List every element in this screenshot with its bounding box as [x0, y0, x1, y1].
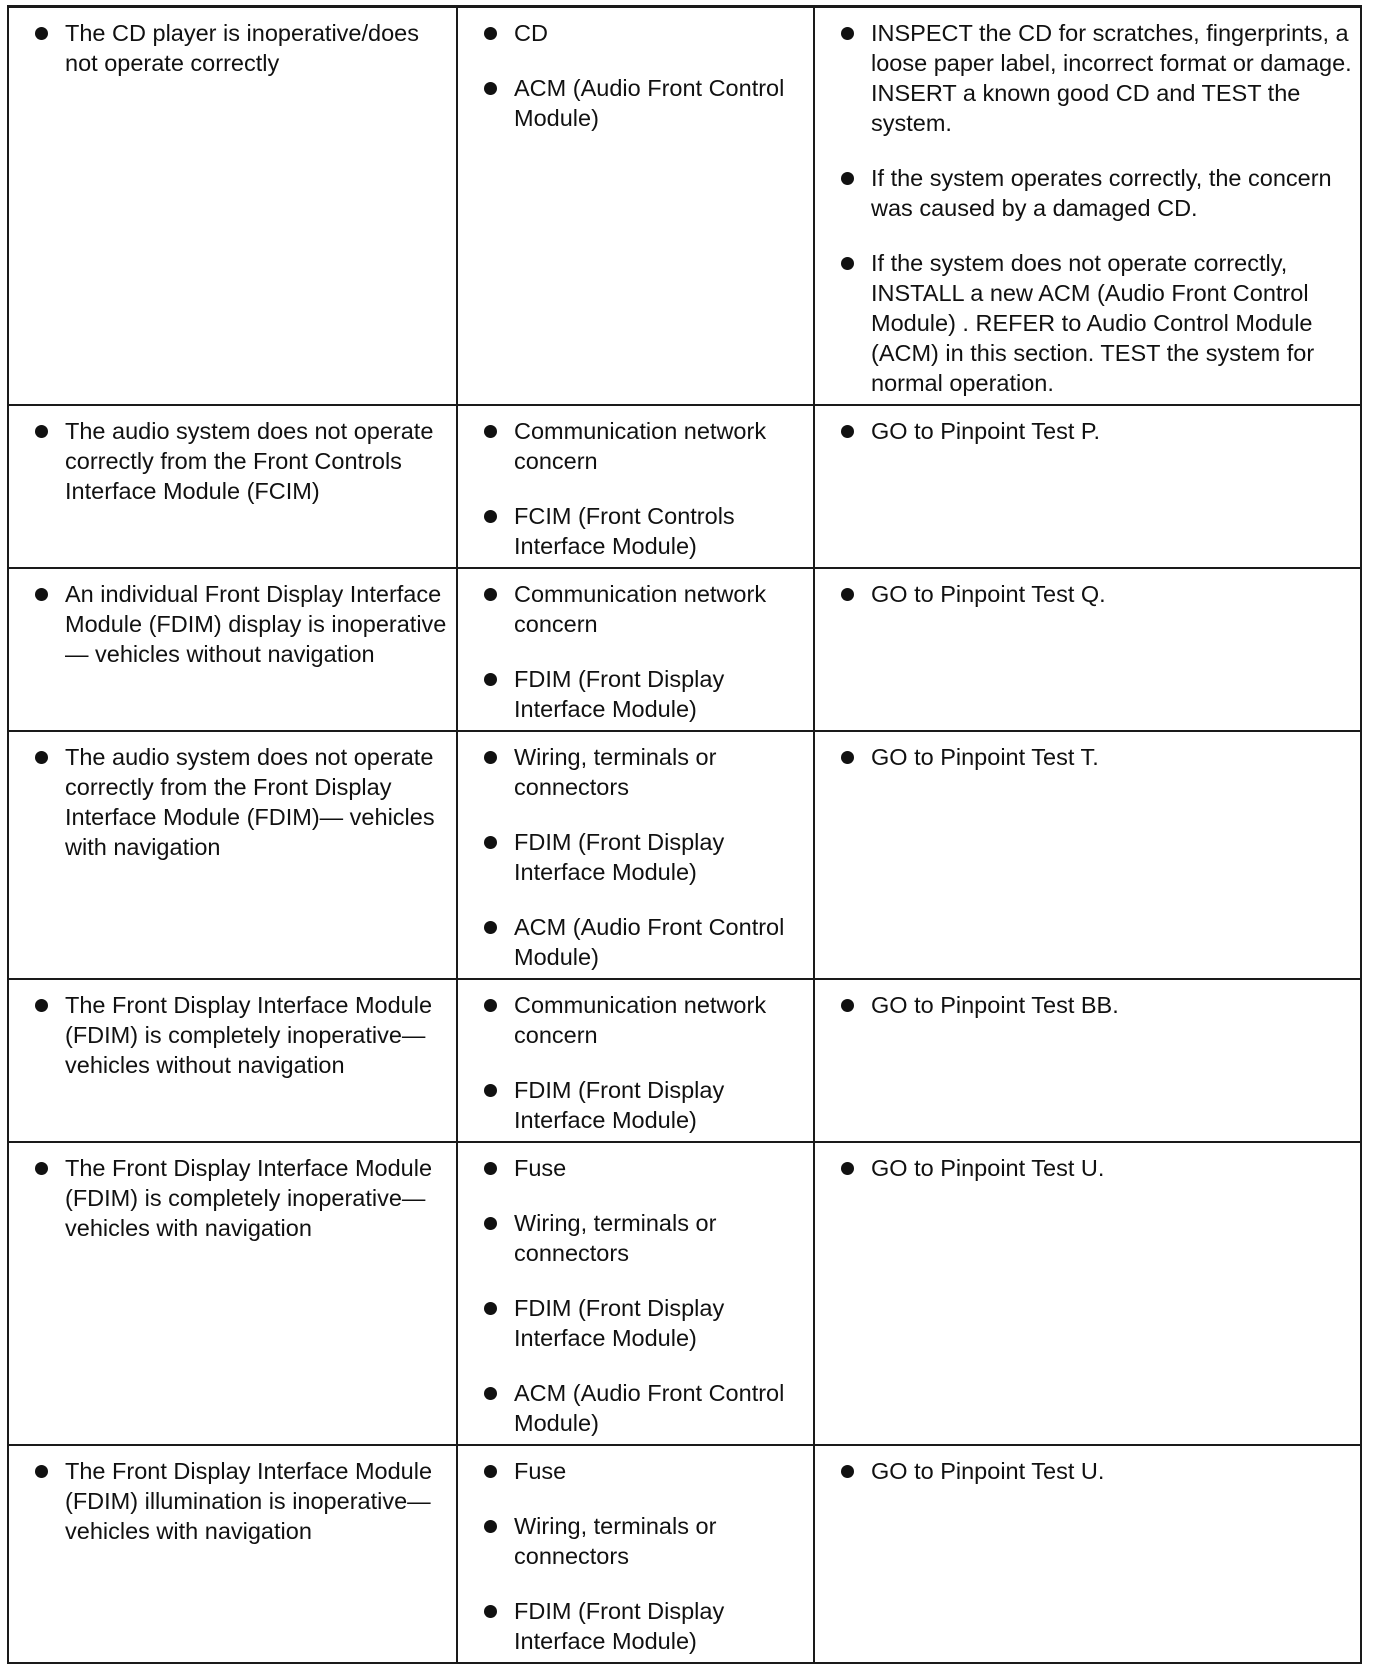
list-item: [466, 1456, 805, 1486]
possible-source-cell: [457, 979, 814, 1142]
list-item: [466, 1075, 805, 1135]
bullet-icon: [484, 673, 497, 686]
table-row: [8, 405, 1361, 568]
bullet-icon: [484, 27, 497, 40]
bullet-list: [466, 1153, 805, 1438]
condition-text: An individual Front Display Interface Module (FDIM) display is inoperative— vehicles without navigation: [65, 581, 447, 667]
list-item: [466, 1208, 805, 1268]
condition-text: The Front Display Interface Module (FDIM) illumination is inoperative— vehicles with navigation: [65, 1458, 433, 1544]
list-item: [466, 827, 805, 887]
action-item: If the system does not operate correctly, INSTALL a new ACM (Audio Front Control Module) . REFER to Audio Control Module (ACM) in this section. TEST the system for normal operation.: [871, 250, 1315, 396]
bullet-list: [466, 416, 805, 561]
bullet-list: [17, 416, 448, 506]
bullet-list: [17, 579, 448, 669]
table-row: [8, 568, 1361, 731]
list-item: [466, 1511, 805, 1571]
list-item: [823, 163, 1352, 223]
table-row: [8, 1142, 1361, 1445]
bullet-list: [466, 742, 805, 972]
bullet-icon: [841, 425, 854, 438]
table-row: [8, 731, 1361, 979]
possible-source-item: Wiring, terminals or connectors: [514, 744, 717, 800]
list-item: [466, 501, 805, 561]
condition-text: The CD player is inoperative/does not operate correctly: [65, 20, 419, 76]
list-item: [823, 416, 1352, 446]
possible-source-item: FCIM (Front Controls Interface Module): [514, 503, 735, 559]
action-item: If the system operates correctly, the concern was caused by a damaged CD.: [871, 165, 1332, 221]
bullet-icon: [841, 999, 854, 1012]
possible-source-item: ACM (Audio Front Control Module): [514, 914, 785, 970]
list-item: [823, 248, 1352, 398]
list-item: [17, 416, 448, 506]
condition-cell: [8, 1142, 457, 1445]
bullet-icon: [484, 836, 497, 849]
list-item: [823, 579, 1352, 609]
bullet-icon: [841, 1162, 854, 1175]
list-item: [466, 416, 805, 476]
bullet-list: [17, 1153, 448, 1243]
bullet-icon: [484, 510, 497, 523]
possible-source-item: ACM (Audio Front Control Module): [514, 1380, 785, 1436]
bullet-icon: [484, 1302, 497, 1315]
list-item: [17, 579, 448, 669]
action-item: INSPECT the CD for scratches, fingerprints, a loose paper label, incorrect format or damage. INSERT a known good CD and TEST the system.: [871, 20, 1352, 136]
list-item: [17, 1153, 448, 1243]
possible-source-item: Communication network concern: [514, 581, 767, 637]
bullet-list: [823, 416, 1352, 446]
possible-source-item: CD: [514, 20, 548, 46]
condition-cell: [8, 979, 457, 1142]
bullet-icon: [841, 27, 854, 40]
possible-source-cell: [457, 568, 814, 731]
condition-cell: [8, 7, 457, 406]
condition-text: The audio system does not operate correctly from the Front Controls Interface Module (FCIM): [65, 418, 434, 504]
possible-source-item: Wiring, terminals or connectors: [514, 1513, 717, 1569]
possible-source-item: Communication network concern: [514, 992, 767, 1048]
bullet-icon: [35, 27, 48, 40]
bullet-list: [823, 18, 1352, 398]
table-row: [8, 1445, 1361, 1663]
bullet-icon: [35, 425, 48, 438]
list-item: [823, 1153, 1352, 1183]
bullet-icon: [35, 1162, 48, 1175]
possible-source-cell: [457, 731, 814, 979]
bullet-list: [823, 1456, 1352, 1486]
bullet-list: [823, 742, 1352, 772]
possible-source-cell: [457, 1142, 814, 1445]
possible-source-cell: [457, 1445, 814, 1663]
list-item: [823, 742, 1352, 772]
action-cell: [814, 405, 1361, 568]
bullet-icon: [484, 1605, 497, 1618]
list-item: [17, 742, 448, 862]
list-item: [466, 579, 805, 639]
bullet-icon: [35, 751, 48, 764]
bullet-icon: [841, 1465, 854, 1478]
bullet-list: [466, 990, 805, 1135]
action-item: GO to Pinpoint Test U.: [871, 1458, 1105, 1484]
list-item: [466, 1378, 805, 1438]
bullet-icon: [484, 588, 497, 601]
bullet-icon: [841, 257, 854, 270]
list-item: [823, 1456, 1352, 1486]
bullet-icon: [484, 425, 497, 438]
bullet-icon: [841, 172, 854, 185]
list-item: [466, 742, 805, 802]
possible-source-cell: [457, 7, 814, 406]
bullet-icon: [35, 1465, 48, 1478]
bullet-icon: [484, 1084, 497, 1097]
bullet-icon: [484, 1162, 497, 1175]
possible-source-item: FDIM (Front Display Interface Module): [514, 1598, 725, 1654]
action-item: GO to Pinpoint Test BB.: [871, 992, 1119, 1018]
bullet-icon: [484, 751, 497, 764]
list-item: [823, 990, 1352, 1020]
bullet-icon: [484, 82, 497, 95]
action-item: GO to Pinpoint Test T.: [871, 744, 1099, 770]
list-item: [466, 912, 805, 972]
action-item: GO to Pinpoint Test P.: [871, 418, 1101, 444]
condition-text: The audio system does not operate correctly from the Front Display Interface Module (FDIM)— vehicles with navigation: [65, 744, 435, 860]
table-row: [8, 7, 1361, 406]
bullet-icon: [484, 921, 497, 934]
bullet-icon: [841, 588, 854, 601]
bullet-icon: [484, 1520, 497, 1533]
bullet-list: [823, 579, 1352, 609]
bullet-list: [17, 1456, 448, 1546]
symptom-chart-body: [8, 7, 1361, 1664]
bullet-list: [823, 990, 1352, 1020]
condition-cell: [8, 405, 457, 568]
bullet-list: [17, 990, 448, 1080]
condition-cell: [8, 568, 457, 731]
list-item: [17, 1456, 448, 1546]
bullet-icon: [841, 751, 854, 764]
action-cell: [814, 7, 1361, 406]
list-item: [466, 1153, 805, 1183]
list-item: [17, 990, 448, 1080]
action-cell: [814, 731, 1361, 979]
bullet-icon: [484, 1217, 497, 1230]
bullet-list: [17, 18, 448, 78]
action-item: GO to Pinpoint Test Q.: [871, 581, 1106, 607]
symptom-chart-table: [7, 5, 1362, 1664]
possible-source-cell: [457, 405, 814, 568]
list-item: [17, 18, 448, 78]
bullet-list: [466, 1456, 805, 1656]
bullet-icon: [35, 588, 48, 601]
possible-source-item: FDIM (Front Display Interface Module): [514, 1295, 725, 1351]
possible-source-item: Communication network concern: [514, 418, 767, 474]
action-cell: [814, 568, 1361, 731]
bullet-list: [823, 1153, 1352, 1183]
bullet-icon: [484, 1387, 497, 1400]
action-cell: [814, 1445, 1361, 1663]
condition-text: The Front Display Interface Module (FDIM) is completely inoperative— vehicles without navigation: [65, 992, 433, 1078]
condition-text: The Front Display Interface Module (FDIM) is completely inoperative— vehicles with navigation: [65, 1155, 433, 1241]
condition-cell: [8, 1445, 457, 1663]
bullet-icon: [35, 999, 48, 1012]
bullet-list: [466, 579, 805, 724]
list-item: [823, 18, 1352, 138]
list-item: [466, 18, 805, 48]
bullet-list: [466, 18, 805, 133]
list-item: [466, 1596, 805, 1656]
possible-source-item: FDIM (Front Display Interface Module): [514, 1077, 725, 1133]
condition-cell: [8, 731, 457, 979]
list-item: [466, 664, 805, 724]
possible-source-item: Fuse: [514, 1155, 567, 1181]
possible-source-item: ACM (Audio Front Control Module): [514, 75, 785, 131]
table-row: [8, 979, 1361, 1142]
action-item: GO to Pinpoint Test U.: [871, 1155, 1105, 1181]
action-cell: [814, 979, 1361, 1142]
possible-source-item: Wiring, terminals or connectors: [514, 1210, 717, 1266]
list-item: [466, 73, 805, 133]
action-cell: [814, 1142, 1361, 1445]
possible-source-item: Fuse: [514, 1458, 567, 1484]
list-item: [466, 990, 805, 1050]
bullet-list: [17, 742, 448, 862]
possible-source-item: FDIM (Front Display Interface Module): [514, 829, 725, 885]
list-item: [466, 1293, 805, 1353]
bullet-icon: [484, 999, 497, 1012]
possible-source-item: FDIM (Front Display Interface Module): [514, 666, 725, 722]
bullet-icon: [484, 1465, 497, 1478]
